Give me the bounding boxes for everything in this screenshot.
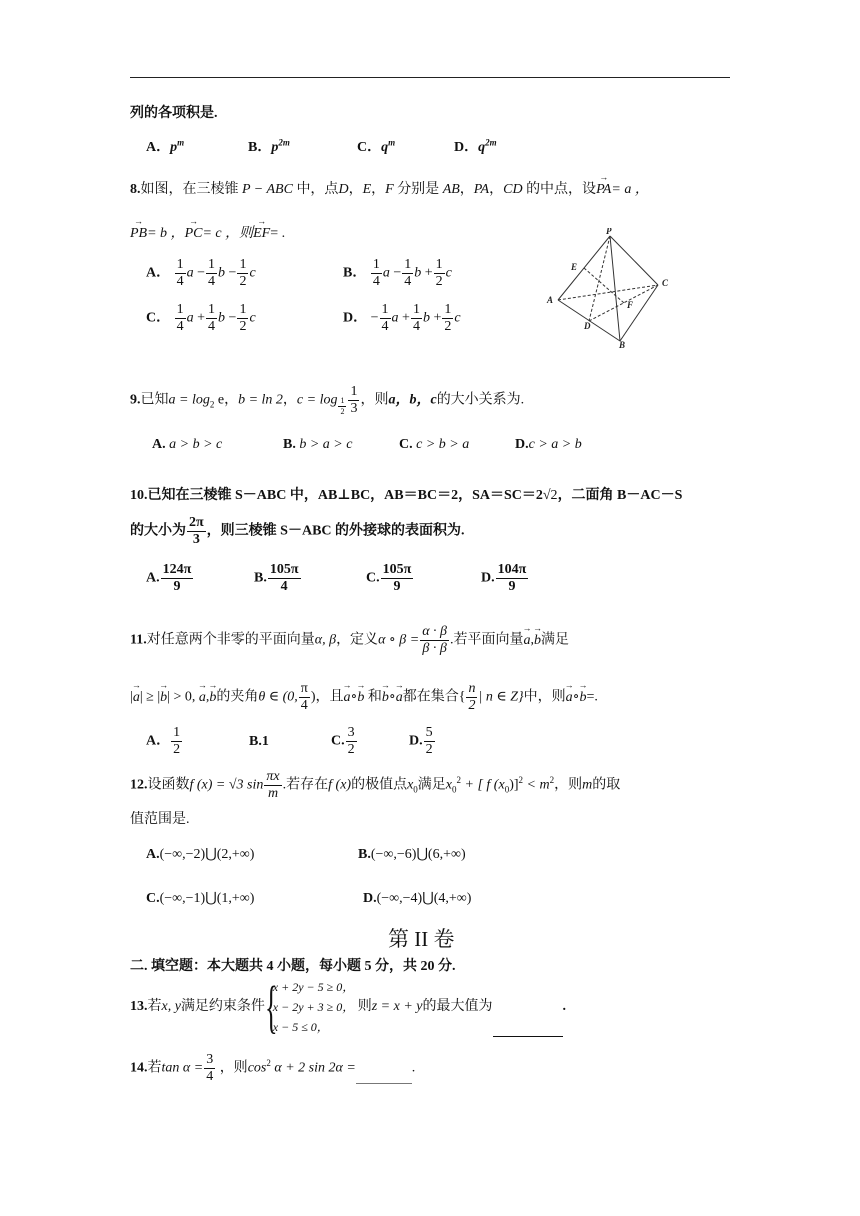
q12-option-b: B.(−∞,−6)⋃(6,+∞) <box>358 847 466 862</box>
q9-stem: 9.已知$a = \log_2 e$，b = ln 2，c = log $\frac{1}{2}$ $\frac{1}{3}$ ，则a，b，c的大小关系为. <box>130 384 525 416</box>
q11-stem-line1: 11.对任意两个非零的平面向量α, β，定义α ∘ β = $\frac{\alpha \cdot \beta}{\beta \cdot \beta}$ .若平面向量→ a,→ b满足 <box>130 625 569 656</box>
q13-constraints: x + 2y − 5 ≥ 0， x − 2y + 3 ≥ 0， x − 5 ≤ 0， <box>272 980 355 1034</box>
q7-option-c: C．$q^m$ <box>357 137 396 155</box>
q11-stem-line2: |→ a| ≥ |→ b| > 0, → a,→ b的夹角θ ∈ (0, $\frac{\pi}{4}$ )，且→ a∘→ b 和→ b∘→ a都在集合{ $\frac{n}{2}$ | n ∈ Z}中，则→ a∘→ b=. <box>130 682 598 713</box>
q12-option-d: D.(−∞,−4)⋃(4,+∞) <box>363 891 472 906</box>
q14-answer-blank[interactable] <box>356 1071 412 1084</box>
q10-option-c: C. $\frac{105\pi}{9}$ <box>366 562 412 594</box>
q10-stem-line2: 的大小为 $\frac{2\pi}{3}$ ，则三棱锥 S－ABC 的外接球的表面积为. <box>130 515 465 547</box>
q7-option-d: D．$q^{2m}$ <box>454 137 497 155</box>
edge-pc <box>610 236 658 285</box>
edge-bc <box>620 285 658 341</box>
q7-continuation: 列的各项积是. <box>130 106 218 121</box>
tetrahedron-figure <box>540 228 690 348</box>
q9-option-c: C. c > b > a <box>399 437 470 452</box>
q10-option-b: B. $\frac{105\pi}{4}$ <box>254 562 299 594</box>
q10-option-a: A. $\frac{124\pi}{9}$ <box>146 562 192 594</box>
q13-answer-blank[interactable] <box>493 1022 563 1037</box>
label-d: D <box>584 321 591 331</box>
q9-option-b: B. b > a > c <box>283 437 353 452</box>
q9-option-d: D.c > a > b <box>515 437 582 452</box>
q8-option-d: D． − $\frac{1}{4}$ a + $\frac{1}{4}$ b + $\frac{1}{2}$ c <box>343 302 461 334</box>
q11-option-d: D. $\frac{5}{2}$ <box>409 725 433 757</box>
header-rule <box>130 77 730 78</box>
q12-stem-line1: 12.设函数f (x) = √3 sin $\frac{\pi x}{m}$ .若存在f (x)的极值点$x_0$满足$x_0^2$ + [ f $(x_0)]^2 < m^2$，则m的取 <box>130 769 621 801</box>
q13-stem: 13.若x, y满足约束条件{ x + 2y − 5 ≥ 0， x − 2y + 3 ≥ 0， x − 5 ≤ 0， 则z = x + y的最大值为 . <box>130 974 566 1039</box>
label-c: C <box>662 278 669 288</box>
q9-option-a: A. a > b > c <box>152 437 223 452</box>
q10-option-d: D. $\frac{104\pi}{9}$ <box>481 562 527 594</box>
q8-option-b: B． $\frac{1}{4}$ a − $\frac{1}{4}$ b + $\frac{1}{2}$ c <box>343 257 452 289</box>
section-title: 第 II 卷 <box>388 927 455 951</box>
q7-option-b: B．$p^{2m}$ <box>248 137 290 155</box>
q12-stem-line2: 值范围是. <box>130 812 190 827</box>
q8-stem-line1: 8.如图，在三棱锥 P − ABC 中，点D，E，F 分别是 AB，PA，CD 的中点，设→ PA= a ， <box>130 178 649 198</box>
q8-option-a: A． $\frac{1}{4}$ a − $\frac{1}{4}$ b − $\frac{1}{2}$ c <box>146 257 256 289</box>
label-p: P <box>606 228 612 236</box>
q11-option-b: B.1 <box>249 734 269 749</box>
q11-option-c: C. $\frac{3}{2}$ <box>331 725 355 757</box>
section-subtitle: 二. 填空题：本大题共 4 小题，每小题 5 分，共 20 分. <box>130 959 456 974</box>
q12-option-c: C.(−∞,−1)⋃(1,+∞) <box>146 891 255 906</box>
q14-stem: 14.若tan α = $\frac{3}{4}$ ，则$\cos^2 \alpha + 2$ sin 2α = . <box>130 1052 416 1084</box>
q8-stem-line2: → PB= b ，→ PC= c ，则→ EF= . <box>130 222 285 242</box>
q10-stem-line1: 10.已知在三棱锥 S－ABC 中，AB⊥BC，AB＝BC＝2，SA＝SC＝2√2，二面角 B－AC－S <box>130 488 683 503</box>
q12-option-a: A.(−∞,−2)⋃(2,+∞) <box>146 847 255 862</box>
label-b: B <box>619 340 626 348</box>
q8-option-c: C． $\frac{1}{4}$ a + $\frac{1}{4}$ b − $\frac{1}{2}$ c <box>146 302 256 334</box>
label-f: F <box>627 300 634 310</box>
q7-option-a: A．$p^m$ <box>146 137 185 155</box>
label-a: A <box>547 295 554 305</box>
edge-pb <box>610 236 620 341</box>
q11-option-a: A． $\frac{1}{2}$ <box>146 725 181 757</box>
label-e: E <box>571 262 578 272</box>
seg-ef <box>584 268 624 303</box>
